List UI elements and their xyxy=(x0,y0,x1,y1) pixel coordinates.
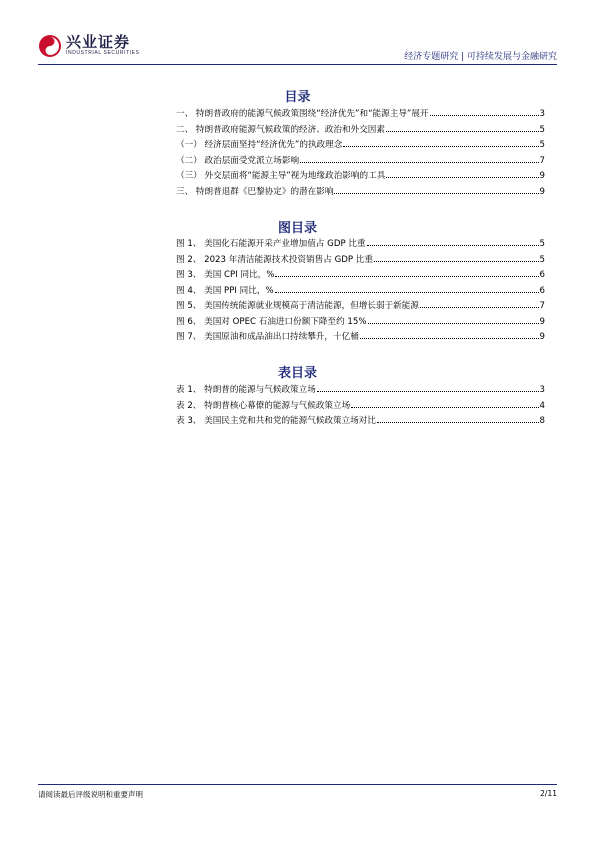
logo-chinese-name: 兴业证券 xyxy=(66,33,131,51)
tables-entry-label: 表 3、 美国民主党和共和党的能源气候政策立场对比 xyxy=(176,416,376,426)
tables-entry-label: 表 2、 特朗普核心幕僚的能源与气候政策立场 xyxy=(176,400,351,411)
figures-entry-page: 6 xyxy=(539,285,545,296)
figures-entry[interactable] xyxy=(176,315,545,331)
toc-entry-label: 二、 特朗普政府能源气候政策的经济、政治和外交因素 xyxy=(176,124,385,135)
dot-leader xyxy=(360,331,539,339)
figures-entry[interactable] xyxy=(176,268,545,284)
header-divider xyxy=(38,64,557,65)
dot-leader xyxy=(275,269,538,277)
tables-entry[interactable] xyxy=(176,414,545,430)
figures-entry[interactable] xyxy=(176,330,545,346)
toc-entry-label: （一） 经济层面坚持“经济优先”的执政理念 xyxy=(176,140,343,150)
footer-disclaimer: 请阅读最后评级说明和重要声明 xyxy=(38,790,143,799)
toc-entry[interactable] xyxy=(176,154,545,170)
figures-entry-page: 5 xyxy=(539,254,545,265)
toc-entry-page: 3 xyxy=(539,109,545,119)
figures-entry[interactable] xyxy=(176,253,545,269)
tables-entry-page: 8 xyxy=(539,416,545,426)
figures-entry[interactable] xyxy=(176,237,545,253)
toc-entry-page: 5 xyxy=(539,124,545,135)
page-indicator: 2/11 xyxy=(540,789,557,798)
toc-entry[interactable] xyxy=(176,138,545,154)
figures-entry-page: 7 xyxy=(539,301,545,311)
dot-leader xyxy=(420,300,539,308)
tables-entry-page: 3 xyxy=(539,385,545,395)
toc-entry-label: （三） 外交层面将“能源主导”视为地缘政治影响的工具 xyxy=(176,171,386,181)
toc-entry[interactable] xyxy=(176,169,545,185)
toc-entry[interactable] xyxy=(176,123,545,139)
dot-leader xyxy=(300,155,538,163)
toc-title: 目录 xyxy=(284,90,311,105)
tables-entry-label: 表 1、 特朗普的能源与气候政策立场 xyxy=(176,385,316,395)
dot-leader xyxy=(386,170,538,178)
company-logo xyxy=(38,34,140,58)
tables-title: 表目录 xyxy=(277,366,317,381)
figures-entry-label: 图 5、 美国传统能源就业规模高于清洁能源，但增长弱于新能源 xyxy=(176,301,419,311)
toc-entry[interactable] xyxy=(176,107,545,123)
tables-entry-page: 4 xyxy=(539,400,545,411)
figures-entry-label: 图 6、 美国对 OPEC 石油进口份额下降至约 15% xyxy=(176,316,367,327)
toc-entry-page: 5 xyxy=(539,140,545,150)
toc-entry-page: 7 xyxy=(539,155,545,166)
figures-title: 图目录 xyxy=(277,221,317,236)
page-header xyxy=(38,34,557,74)
figures-list xyxy=(176,237,545,346)
toc-entry-page: 9 xyxy=(539,186,545,197)
toc-entry[interactable] xyxy=(176,185,545,201)
dot-leader xyxy=(351,400,538,408)
figures-entry-label: 图 7、 美国原油和成品油出口持续攀升，十亿桶 xyxy=(176,332,359,342)
figures-entry-label: 图 4、 美国 PPI 同比，% xyxy=(176,285,274,296)
figures-entry-page: 6 xyxy=(539,270,545,280)
figures-entry-page: 9 xyxy=(539,332,545,342)
logo-emblem-icon xyxy=(38,34,62,58)
figures-entry-page: 5 xyxy=(539,239,545,249)
toc-entry-label: （二） 政治层面受党派立场影响 xyxy=(176,155,300,166)
dot-leader xyxy=(386,124,539,132)
dot-leader xyxy=(343,139,538,147)
figures-entry-label: 图 3、 美国 CPI 同比，% xyxy=(176,270,275,280)
dot-leader xyxy=(430,108,539,116)
tables-entry[interactable] xyxy=(176,383,545,399)
tables-entry[interactable] xyxy=(176,399,545,415)
footer-divider xyxy=(38,784,557,785)
toc-entry-label: 一、 特朗普政府的能源气候政策围绕“经济优先”和“能源主导”展开 xyxy=(176,109,429,119)
toc-entry-label: 三、 特朗普退群《巴黎协定》的潜在影响 xyxy=(176,186,334,197)
dot-leader xyxy=(367,238,539,246)
dot-leader xyxy=(275,285,539,293)
figures-entry-label: 图 1、 美国化石能源开采产业增加值占 GDP 比重 xyxy=(176,239,366,249)
report-type: 经济专题研究 | 可持续发展与金融研究 xyxy=(404,52,557,62)
logo-english-name: INDUSTRIAL SECURITIES xyxy=(66,50,140,56)
dot-leader xyxy=(374,254,539,262)
figures-entry-page: 9 xyxy=(539,316,545,327)
dot-leader xyxy=(368,316,539,324)
figures-entry-label: 图 2、 2023 年清洁能源技术投资销售占 GDP 比重 xyxy=(176,254,373,265)
figures-entry[interactable] xyxy=(176,299,545,315)
dot-leader xyxy=(334,186,538,194)
tables-list xyxy=(176,383,545,430)
figures-entry[interactable] xyxy=(176,284,545,300)
dot-leader xyxy=(377,415,539,423)
toc-entry-page: 9 xyxy=(539,171,545,181)
toc-list xyxy=(176,107,545,200)
dot-leader xyxy=(317,384,539,392)
